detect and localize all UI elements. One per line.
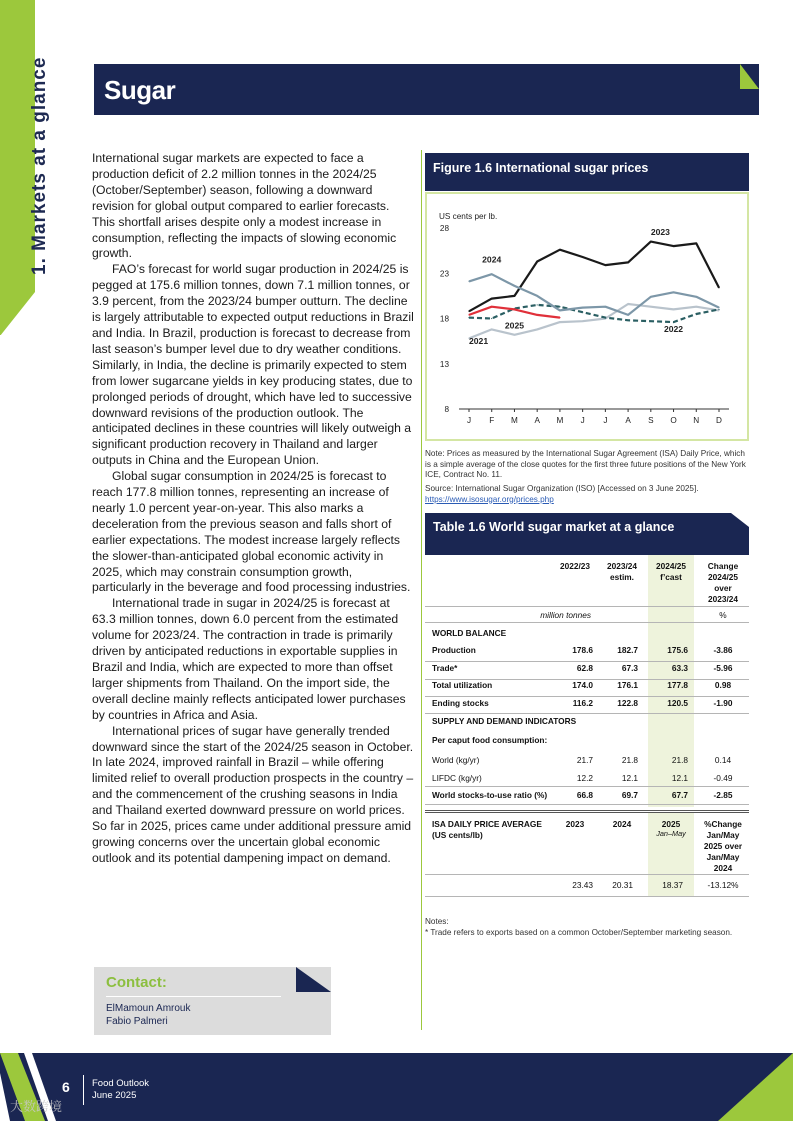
- isa-value-2025: 18.37: [662, 880, 683, 890]
- data-point-2022: [559, 306, 560, 307]
- contact-box: [94, 967, 331, 1035]
- x-tick-label: D: [716, 416, 722, 425]
- x-tick-label: J: [466, 416, 472, 425]
- balance-row-label: Trade*: [432, 662, 458, 673]
- data-point-2023: [582, 256, 583, 257]
- contact-corner-accent: [296, 967, 331, 992]
- x-tick-label: M: [511, 416, 518, 425]
- x-tick-label: N: [693, 416, 700, 425]
- table-rule: [425, 622, 749, 623]
- data-point-2022: [673, 322, 674, 323]
- data-point-2022: [582, 312, 583, 313]
- balance-row-chg: 0.98: [714, 680, 732, 691]
- indicator-row-v2: 21.8: [621, 755, 638, 765]
- table-rule: [425, 661, 749, 662]
- col-header-change: 2023/24: [708, 594, 738, 604]
- figure-title: Figure 1.6 International sugar prices: [433, 161, 649, 175]
- col-header-change: 2024/25: [708, 572, 738, 582]
- x-tick-label: A: [625, 416, 631, 425]
- balance-row-label: Production: [432, 645, 476, 655]
- footer-publication: [92, 1078, 149, 1102]
- balance-row-v1: 62.8: [576, 662, 593, 673]
- balance-row-v2: 176.1: [617, 680, 638, 691]
- indicator-row-v1: 21.7: [576, 755, 593, 765]
- data-point-2022: [468, 317, 469, 318]
- isa-col-2025: 2025: [661, 819, 681, 829]
- table-rule: [425, 896, 749, 897]
- balance-row-chg: -3.86: [713, 645, 733, 655]
- data-point-2024: [514, 285, 515, 286]
- x-tick-label: F: [489, 416, 495, 425]
- data-point-2023: [673, 246, 674, 247]
- indicator-row-v3: 21.8: [671, 755, 688, 765]
- table-rule: [425, 874, 749, 875]
- data-point-2024: [582, 307, 583, 308]
- indicator-row-v2: 69.7: [621, 790, 638, 800]
- x-tick-label: A: [534, 416, 540, 425]
- data-point-2025: [559, 317, 560, 318]
- series-label-2023: 2023: [650, 227, 670, 238]
- data-point-2024: [650, 296, 651, 297]
- isa-col-2023: 2023: [565, 819, 585, 829]
- table-notes: [425, 917, 749, 938]
- balance-row-v2: 182.7: [617, 645, 638, 655]
- indicator-row-v1: 12.2: [576, 772, 593, 783]
- column-divider: [421, 150, 422, 1030]
- figure-source-text: Source: International Sugar Organization (ISO) [Accessed on 3 June 2025].: [425, 484, 699, 493]
- table-corner-cut: [731, 513, 749, 527]
- balance-row-v3: 175.6: [667, 645, 688, 655]
- isa-col-change: Jan/May: [706, 830, 740, 840]
- table-rule: [425, 606, 749, 607]
- isa-value-2023: 23.43: [572, 880, 593, 890]
- data-point-2021: [650, 306, 651, 307]
- body-paragraph: International trade in sugar in 2024/25 is forecast at 63.3 million tonnes, down 6.0 percent from the estimated volume for 2023/24. The contraction in trade is primarily driven by anticipated reductions in exportable supplies in Brazil and India, which are expected to more than offset larger shipments from Thailand. On the import side, the overall decline mainly reflects anticipated lower purchases by countries in Africa and Asia.: [92, 596, 406, 722]
- y-tick-label: 23: [439, 269, 449, 279]
- data-point-2021: [627, 303, 628, 304]
- col-header-fcast: f’cast: [660, 572, 682, 582]
- data-point-2023: [696, 243, 697, 244]
- isa-col-change: %Change: [704, 819, 742, 829]
- x-tick-label: S: [648, 416, 654, 425]
- notes-title: Notes:: [425, 917, 449, 926]
- figure-source: [425, 484, 749, 505]
- balance-row-v1: 178.6: [572, 645, 593, 655]
- col-header-change: over: [714, 583, 732, 593]
- data-point-2022: [537, 304, 538, 305]
- indicator-row-v3: 12.1: [671, 772, 688, 783]
- data-point-2025: [468, 314, 469, 315]
- data-point-2022: [605, 317, 606, 318]
- isa-label: ISA DAILY PRICE AVERAGE: [432, 819, 542, 829]
- data-point-2024: [559, 310, 560, 311]
- table-title: Table 1.6 World sugar market at a glance: [433, 520, 675, 534]
- footer-separator: [83, 1075, 84, 1105]
- data-point-2022: [718, 309, 719, 310]
- x-tick-label: J: [580, 416, 585, 425]
- figure-note: Note: Prices as measured by the International Sugar Agreement (ISA) Daily Price, which is a simple average of the close quotes for the first three future positions of the New York ICE, Contract No. 11.: [425, 449, 746, 479]
- data-point-2024: [627, 314, 628, 315]
- balance-row-v2: 122.8: [617, 698, 638, 709]
- sugar-price-chart: [427, 194, 747, 439]
- data-point-2023: [605, 265, 606, 266]
- footnote-trade: * Trade refers to exports based on a common October/September marketing season.: [425, 927, 733, 937]
- page-number: 6: [62, 1079, 70, 1095]
- series-line-2025: [469, 307, 560, 318]
- chart-frame: [425, 192, 749, 441]
- isa-value-2024: 20.31: [612, 880, 633, 890]
- contact-name: ElMamoun Amrouk: [106, 1003, 191, 1014]
- data-point-2023: [468, 311, 469, 312]
- table-header: [425, 513, 749, 555]
- balance-row-v3: 63.3: [671, 662, 688, 673]
- data-point-2023: [650, 241, 651, 242]
- isa-value-change: -13.12%: [707, 880, 739, 890]
- title-corner-accent: [740, 64, 759, 89]
- section-tab-label: 1. Markets at a glance: [29, 56, 50, 275]
- indicator-row-label: World (kg/yr): [432, 755, 480, 765]
- indicator-row-label: World stocks-to-use ratio (%): [432, 790, 548, 800]
- contact-title: Contact:: [106, 974, 167, 991]
- data-point-2021: [559, 322, 560, 323]
- data-point-2024: [491, 274, 492, 275]
- data-point-2023: [718, 287, 719, 288]
- series-line-2023: [469, 242, 719, 312]
- col-header-estim: estim.: [610, 572, 634, 582]
- series-label-2025: 2025: [504, 320, 525, 331]
- series-label-2024: 2024: [482, 254, 502, 265]
- footer-bar: [0, 1053, 793, 1121]
- balance-row-v1: 116.2: [572, 698, 593, 709]
- balance-row-chg: -5.96: [713, 662, 733, 673]
- table-rule: [425, 786, 749, 787]
- data-point-2025: [491, 306, 492, 307]
- indicator-row-chg: 0.14: [714, 755, 732, 765]
- data-point-2022: [696, 313, 697, 314]
- y-tick-label: 8: [444, 405, 449, 414]
- balance-row-v3: 120.5: [667, 698, 688, 709]
- table-double-rule: [425, 810, 749, 813]
- body-text: [92, 151, 414, 867]
- section-supply-demand: SUPPLY AND DEMAND INDICATORS: [432, 716, 577, 726]
- publication-name: Food Outlook: [92, 1078, 150, 1089]
- isa-col-change: Jan/May: [706, 852, 740, 862]
- body-paragraph: Global sugar consumption in 2024/25 is forecast to reach 177.8 million tonnes, representing an increase of nearly 1.0 percent year-on-year. This also marks a deceleration from the previous season and falls short of earlier expectations. The modest increase largely reflects the slower-than-anticipated global economic activity in 2025, which may constrain consumption growth, particularly in the beverage and food processing industries.: [92, 469, 411, 595]
- section-world-balance: WORLD BALANCE: [432, 628, 507, 638]
- data-point-2022: [650, 321, 651, 322]
- footer-corner-accent: [718, 1053, 793, 1121]
- isa-unit: (US cents/lb): [432, 830, 483, 840]
- x-tick-label: O: [670, 416, 677, 425]
- data-point-2024: [718, 307, 719, 308]
- data-point-2021: [491, 329, 492, 330]
- y-axis-label: US cents per lb.: [439, 212, 498, 221]
- data-point-2021: [537, 329, 538, 330]
- y-tick-label: 18: [439, 314, 449, 324]
- data-point-2023: [491, 298, 492, 299]
- data-point-2024: [696, 296, 697, 297]
- data-point-2024: [468, 281, 469, 282]
- col-header-2022-23: 2022/23: [560, 561, 590, 571]
- data-point-2021: [582, 321, 583, 322]
- data-point-2024: [537, 295, 538, 296]
- subsection-per-caput: Per caput food consumption:: [432, 735, 548, 745]
- body-paragraph: International sugar markets are expected to face a production deficit of 2.2 million tonnes in the 2024/25 (October/September) season, following a downward revision for global output compared to earlier forecasts. This shortfall arises despite only a modest increase in consumption, reflecting the impacts of slowing economic growth.: [92, 151, 397, 261]
- y-tick-label: 28: [439, 224, 449, 233]
- balance-row-v3: 177.8: [667, 680, 688, 691]
- page-title-bar: [94, 64, 759, 115]
- balance-row-v2: 67.3: [621, 662, 638, 673]
- unit-label: million tonnes: [540, 610, 591, 620]
- table-rule: [425, 713, 749, 714]
- figure-header: [425, 153, 749, 191]
- contact-name: Fabio Palmeri: [106, 1016, 168, 1027]
- x-tick-label: M: [556, 416, 564, 425]
- data-point-2023: [559, 249, 560, 250]
- data-point-2023: [514, 295, 515, 296]
- series-label-2022: 2022: [663, 324, 684, 335]
- data-point-2022: [491, 318, 492, 319]
- contact-names: [106, 1002, 190, 1028]
- balance-row-label: Total utilization: [432, 680, 493, 691]
- data-point-2025: [514, 309, 515, 310]
- balance-row-v1: 174.0: [572, 680, 593, 691]
- body-paragraph: FAO’s forecast for world sugar production in 2024/25 is pegged at 175.6 million tonnes, down 7.1 million tonnes, or 3.9 percent, from the 2023/24 bumper outturn. The decline is largely attributable to expected output reductions in Brazil and India. In Brazil, production is forecast to decrease from last season’s bumper level due to dry weather conditions. Similarly, in India, the decline is primarily expected to stem from lower sugarcane yields in key producing states, due to prolonged periods of drought, which have led to successive downward revisions of the production outlook. The anticipated declines in these countries will likely outweigh a significant production recovery in Thailand and larger outputs in China and the European Union.: [92, 262, 414, 468]
- body-paragraph: International prices of sugar have generally trended downward since the start of the 2024/25 season in October. In late 2024, improved rainfall in Brazil – while offering limited relief to overall production prospects in the country – and the commencement of the crushing seasons in India and Thailand exerted downward pressure on world prices. So far in 2025, prices came under additional pressure amid growing concerns over the uncertain global economic outlook and its potential dampening impact on demand.: [92, 723, 414, 865]
- publication-date: June 2025: [92, 1090, 137, 1101]
- y-tick-label: 13: [439, 359, 449, 369]
- data-point-2025: [537, 314, 538, 315]
- indicator-row-v1: 66.8: [576, 790, 593, 800]
- data-point-2021: [673, 309, 674, 310]
- col-header-2023-24: 2023/24: [607, 561, 637, 571]
- data-point-2022: [627, 320, 628, 321]
- contact-divider: [106, 996, 281, 997]
- isa-col-2025-period: Jan–May: [656, 829, 686, 838]
- data-point-2023: [627, 262, 628, 263]
- isa-col-2024: 2024: [612, 819, 632, 829]
- page-title: Sugar: [104, 75, 176, 105]
- col-header-2024-25: 2024/25: [656, 561, 686, 571]
- indicator-row-v3: 67.7: [671, 790, 688, 800]
- data-point-2021: [696, 306, 697, 307]
- data-point-2021: [514, 334, 515, 335]
- data-point-2024: [605, 306, 606, 307]
- table-rule: [425, 804, 749, 805]
- balance-row-chg: -1.90: [713, 698, 733, 709]
- data-point-2023: [537, 261, 538, 262]
- balance-row-label: Ending stocks: [432, 698, 489, 709]
- table-rule: [425, 696, 749, 697]
- indicator-row-chg: -2.85: [713, 790, 733, 800]
- table-rule: [425, 679, 749, 680]
- watermark: 大数跨境: [10, 1099, 63, 1114]
- source-link[interactable]: https://www.isosugar.org/prices.php: [425, 494, 554, 504]
- indicator-row-chg: -0.49: [713, 772, 733, 783]
- unit-percent: %: [719, 610, 727, 620]
- indicator-row-v2: 12.1: [621, 772, 638, 783]
- isa-col-change: 2025 over: [703, 841, 743, 851]
- isa-col-change: 2024: [713, 863, 733, 873]
- col-header-change: Change: [707, 561, 739, 571]
- indicator-row-label: LIFDC (kg/yr): [432, 772, 482, 783]
- data-point-2024: [673, 292, 674, 293]
- x-tick-label: J: [603, 416, 608, 425]
- series-label-2021: 2021: [469, 335, 489, 346]
